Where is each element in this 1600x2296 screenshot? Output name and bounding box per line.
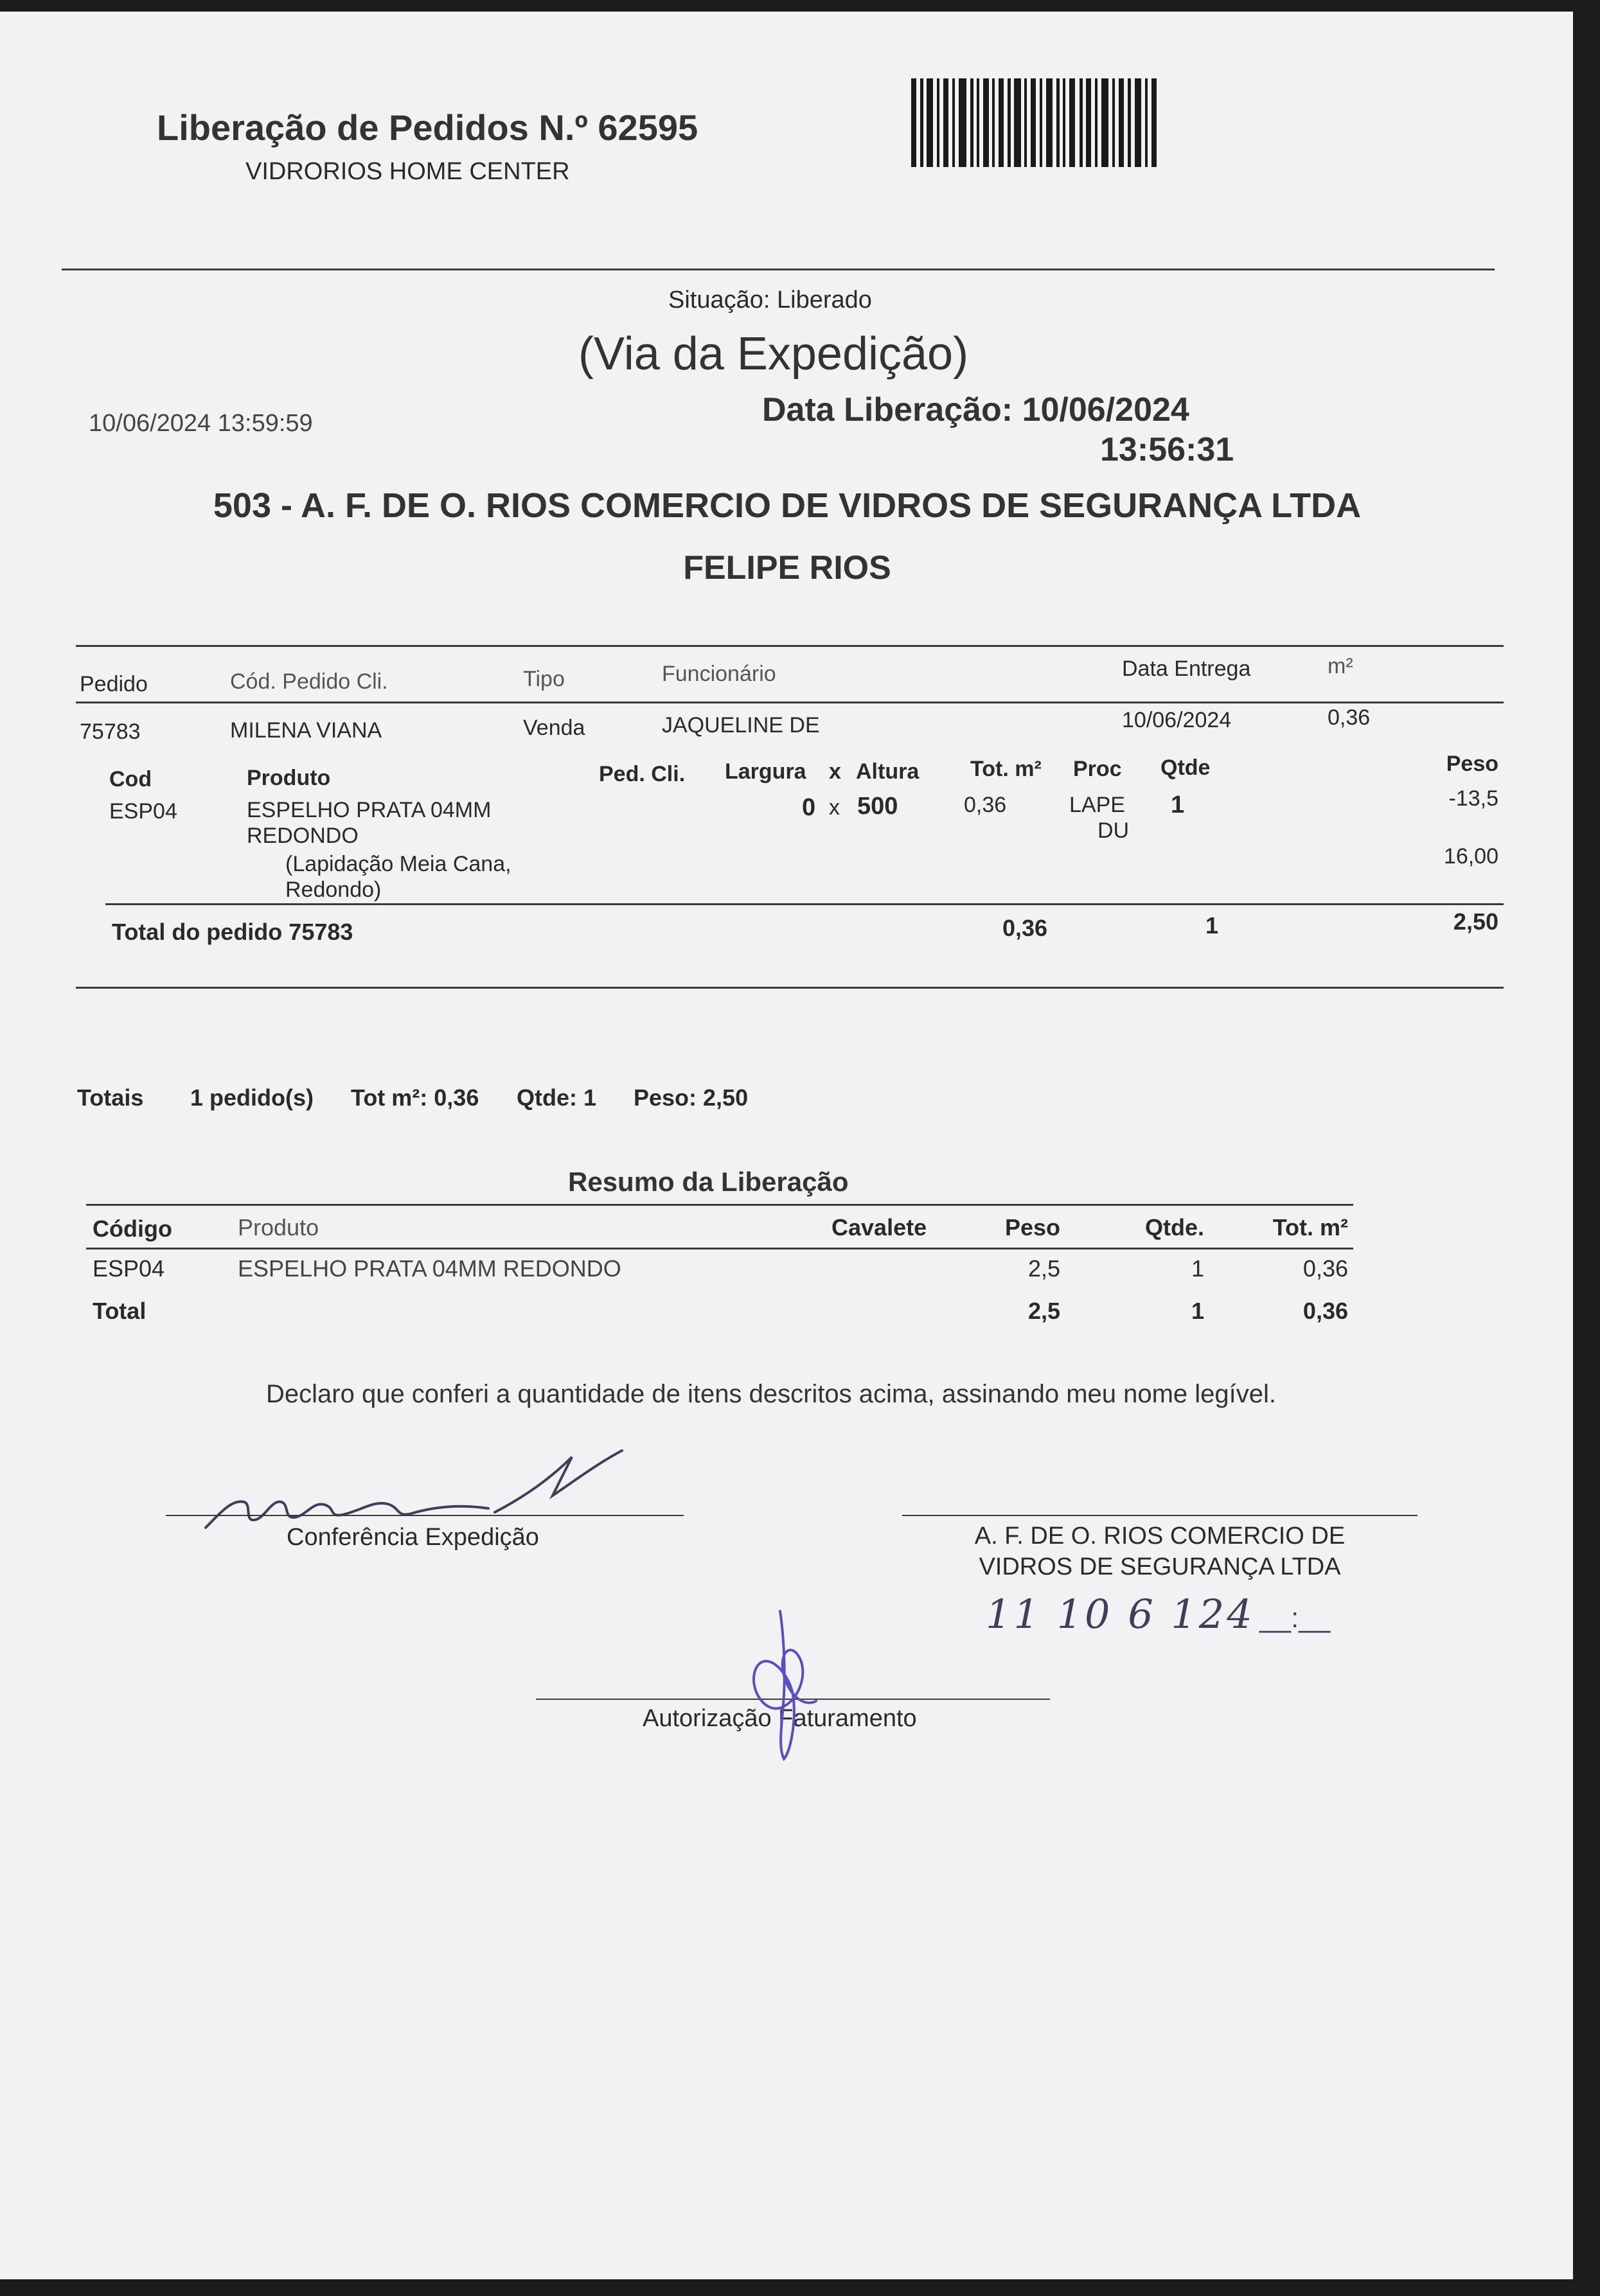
item-qtde: 1 [1171, 791, 1185, 818]
col-pedido: Pedido [80, 672, 148, 696]
col-altura: Altura [856, 759, 920, 784]
resumo-col-qtde: Qtde. [1144, 1214, 1204, 1241]
totais-tot-m2: Tot m²: 0,36 [351, 1084, 479, 1111]
data-liberacao [762, 391, 1189, 429]
company-signature-line2: VIDROS DE SEGURANÇA LTDA [979, 1553, 1341, 1580]
client-name: 503 - A. F. DE O. RIOS COMERCIO DE VIDROS DE SEGURANÇA LTDA [213, 486, 1362, 525]
data-liberacao-time: 13:56:31 [1100, 431, 1234, 468]
item-detail-line2: Redondo) [285, 878, 382, 902]
col-funcionario: Funcionário [662, 662, 776, 686]
col-m2: m² [1328, 654, 1353, 678]
document-title: Liberação de Pedidos N.º 62595 [157, 107, 698, 148]
resumo-top-line [86, 1204, 1353, 1206]
resumo-total-label: Total [93, 1298, 147, 1324]
item-detail-line1: (Lapidação Meia Cana, [285, 852, 511, 876]
cell-funcionario: JAQUELINE DE [662, 713, 820, 737]
resumo-col-peso: Peso [1004, 1214, 1060, 1241]
resumo-cell-tot-m2: 0,36 [1302, 1255, 1348, 1282]
handwritten-time-blank: __:__ [1259, 1602, 1331, 1634]
item-x: x [829, 795, 840, 820]
totais-pedidos: 1 pedido(s) [190, 1084, 314, 1111]
item-produto-line1: ESPELHO PRATA 04MM [247, 798, 492, 822]
declaration-text: Declaro que conferi a quantidade de itens descritos acima, assinando meu nome legível. [266, 1380, 1277, 1408]
item-produto-line2: REDONDO [247, 824, 359, 848]
col-tipo: Tipo [523, 667, 565, 691]
cell-data-entrega: 10/06/2024 [1122, 708, 1232, 732]
printed-timestamp: 10/06/2024 13:59:59 [89, 410, 313, 437]
order-table-top-line [76, 645, 1504, 647]
totais-qtde: Qtde: 1 [517, 1084, 597, 1111]
col-cod: Cod [109, 767, 152, 791]
data-liberacao-date: 10/06/2024 [1022, 391, 1189, 428]
resumo-total-qtde: 1 [1191, 1298, 1204, 1324]
header-divider [62, 269, 1495, 270]
total-pedido-label: Total do pedido 75783 [112, 919, 353, 945]
data-liberacao-label: Data Liberação: [762, 391, 1013, 428]
company-signature-line1: A. F. DE O. RIOS COMERCIO DE [974, 1523, 1346, 1550]
col-largura: Largura [725, 759, 806, 784]
order-end-line [76, 987, 1504, 989]
handwritten-date: 11 10 6 124 [986, 1591, 1255, 1638]
cell-tipo: Venda [523, 716, 585, 740]
col-proc: Proc [1073, 757, 1122, 781]
item-peso-line1: -13,5 [1448, 786, 1498, 811]
col-data-entrega: Data Entrega [1122, 657, 1251, 681]
resumo-col-codigo: Código [93, 1215, 172, 1242]
col-peso: Peso [1446, 752, 1498, 776]
col-x: x [829, 759, 841, 784]
resumo-cell-produto: ESPELHO PRATA 04MM REDONDO [238, 1255, 621, 1282]
resumo-cell-codigo: ESP04 [93, 1255, 165, 1282]
barcode [911, 78, 1162, 167]
autorizacao-signature [739, 1598, 835, 1765]
item-cod: ESP04 [109, 799, 177, 824]
items-total-line [105, 903, 1504, 905]
resumo-cell-qtde: 1 [1191, 1255, 1204, 1282]
col-produto: Produto [247, 766, 331, 790]
resumo-total-tot-m2: 0,36 [1302, 1298, 1348, 1324]
resumo-header-line [86, 1248, 1353, 1250]
via-label: (Via da Expedição) [578, 328, 969, 380]
cell-m2: 0,36 [1328, 705, 1371, 730]
company-signature-line [902, 1515, 1418, 1516]
col-qtde: Qtde [1160, 755, 1211, 780]
order-table-header-line [76, 702, 1504, 703]
col-cod-pedido-cli: Cód. Pedido Cli. [230, 669, 388, 694]
col-tot-m2: Tot. m² [970, 757, 1042, 781]
total-pedido-qtde: 1 [1205, 912, 1219, 939]
totais-peso: Peso: 2,50 [634, 1084, 749, 1111]
item-largura: 0 [802, 794, 816, 821]
conferencia-signature-line [166, 1515, 684, 1516]
total-pedido-tot-m2: 0,36 [1002, 915, 1048, 941]
resumo-col-tot-m2: Tot. m² [1272, 1214, 1348, 1241]
item-proc-line2: DU [1098, 818, 1130, 843]
resumo-total-peso: 2,5 [1027, 1298, 1060, 1324]
col-ped-cli: Ped. Cli. [599, 762, 686, 786]
autorizacao-label: Autorização Faturamento [643, 1705, 917, 1732]
totais-label: Totais [77, 1084, 144, 1111]
item-tot-m2: 0,36 [964, 793, 1007, 817]
item-peso-line2: 16,00 [1443, 844, 1498, 869]
cell-cod-pedido-cli: MILENA VIANA [230, 718, 382, 743]
document-page [0, 12, 1573, 2279]
item-proc-line1: LAPE [1069, 793, 1125, 817]
client-contact: FELIPE RIOS [683, 549, 891, 587]
company-name: VIDRORIOS HOME CENTER [245, 158, 570, 185]
conferencia-label: Conferência Expedição [287, 1524, 539, 1551]
total-pedido-peso: 2,50 [1453, 908, 1498, 935]
resumo-cell-peso: 2,5 [1027, 1255, 1060, 1282]
resumo-col-cavalete: Cavalete [831, 1214, 927, 1241]
cell-pedido: 75783 [80, 720, 141, 744]
item-altura: 500 [857, 793, 898, 820]
resumo-title: Resumo da Liberação [568, 1167, 849, 1197]
situacao-label: Situação: Liberado [668, 287, 872, 313]
resumo-col-produto: Produto [238, 1214, 319, 1241]
